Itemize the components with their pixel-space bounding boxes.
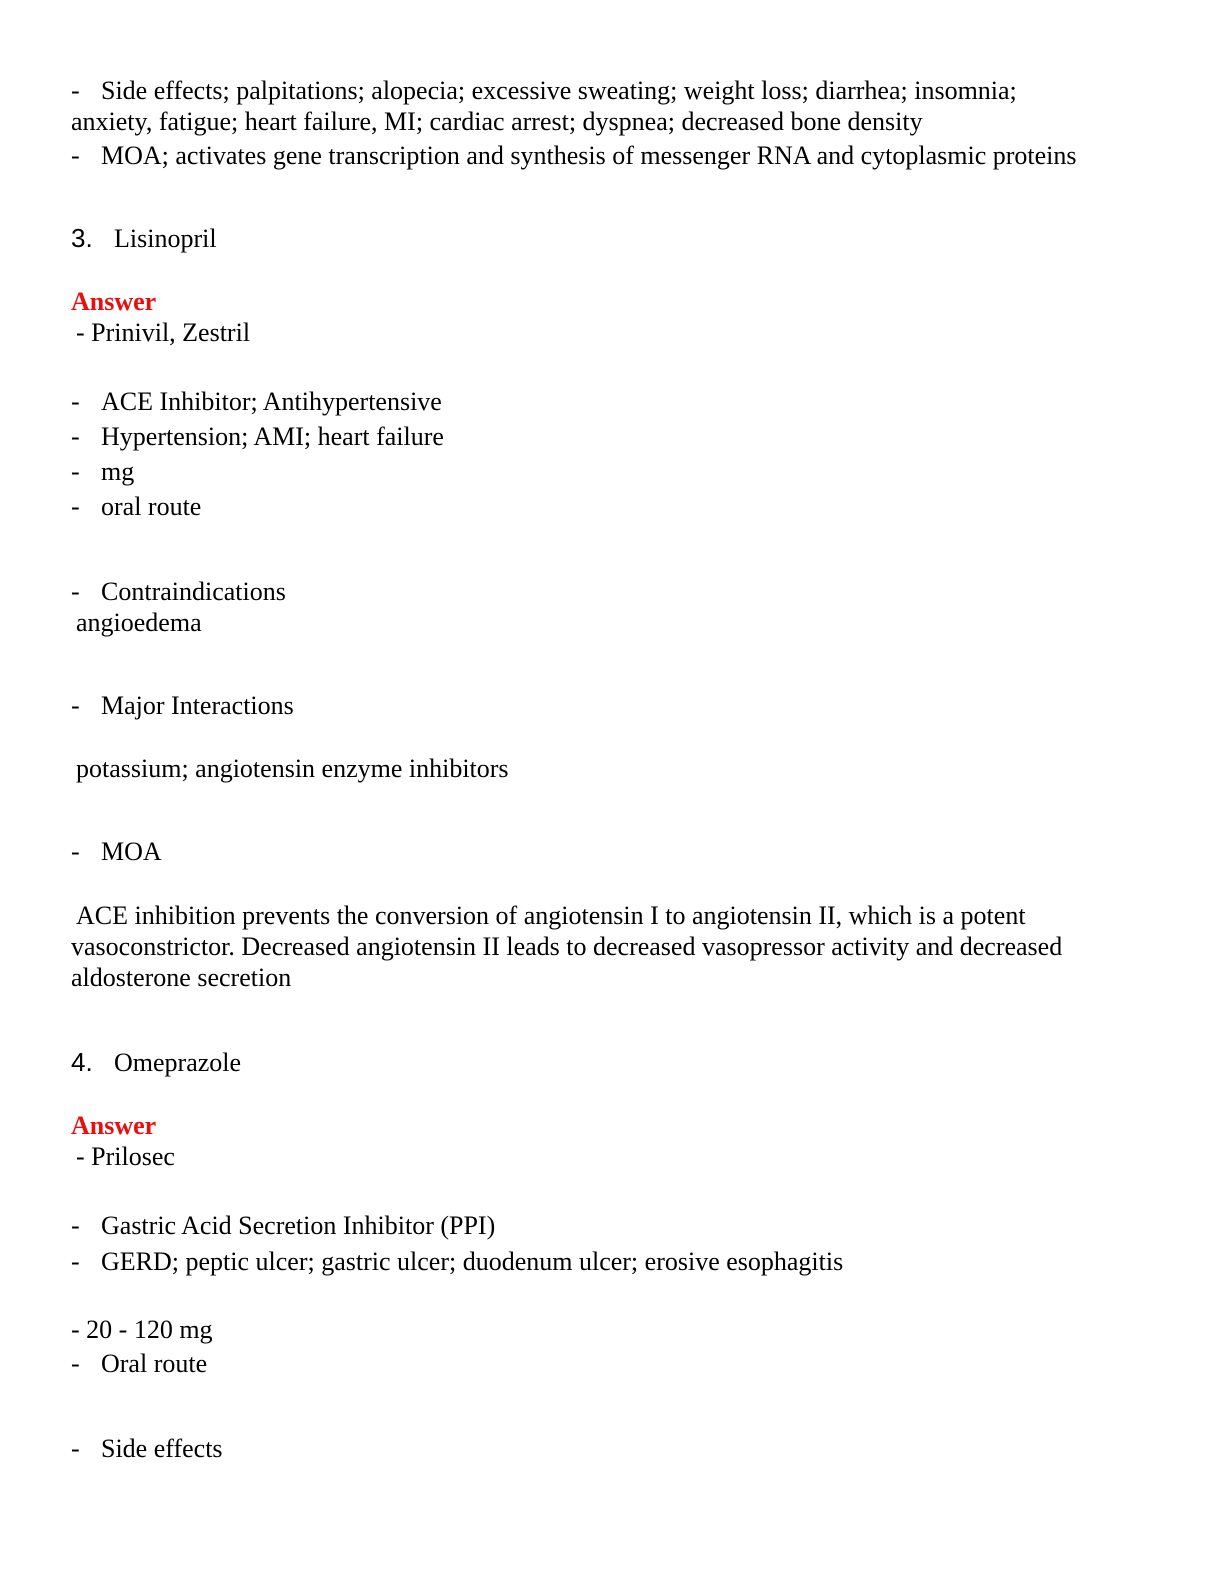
prev-side-effects-line2: anxiety, fatigue; heart failure, MI; cardiac arrest; dyspnea; decreased bone density [71,107,923,136]
bullet-dash: - [71,577,80,606]
item3-drug: Lisinopril [114,224,217,253]
item4-dose: - 20 - 120 mg [71,1315,213,1344]
item4-number: 4. [71,1047,93,1077]
bullet-dash: - [71,141,80,170]
item3-dose-text: mg [101,457,135,486]
prev-moa [71,141,1077,171]
item3-dose [71,457,134,487]
item4-class [71,1211,495,1241]
prev-side-effects-line1: Side effects; palpitations; alopecia; excessive sweating; weight loss; diarrhea; insomnia; [101,76,1017,105]
bullet-dash: - [71,76,80,105]
bullet-dash: - [71,837,80,866]
bullet-dash: - [71,1247,80,1276]
bullet-dash: - [71,691,80,720]
item4-brands: - Prilosec [76,1142,175,1171]
item3-brands: - Prinivil, Zestril [76,318,251,347]
item3-moa-line2: vasoconstrictor. Decreased angiotensin II leads to decreased vasopressor activity and decreased [71,932,1063,961]
bullet-dash: - [71,387,80,416]
item4-route [71,1349,207,1379]
item3-interactions-label: Major Interactions [101,691,294,720]
bullet-dash: - [71,422,80,451]
item3-interactions-heading [71,691,294,721]
item3-number: 3. [71,223,93,253]
item4-side-effects-label: Side effects [101,1434,223,1463]
item3-heading [71,223,217,254]
item3-route [71,492,201,522]
bullet-dash: - [71,1434,80,1463]
item4-class-text: Gastric Acid Secretion Inhibitor (PPI) [101,1211,496,1240]
item3-class [71,387,442,417]
item4-drug: Omeprazole [114,1048,242,1077]
prev-side-effects [71,76,1017,106]
item3-moa-heading [71,837,162,867]
item3-contraindications-heading [71,577,286,607]
item4-indications [71,1247,843,1277]
item3-indications [71,422,444,452]
item3-route-text: oral route [101,492,202,521]
bullet-dash: - [71,1349,80,1378]
item3-answer-label: Answer [71,287,157,316]
bullet-dash: - [71,492,80,521]
item3-contraindications-label: Contraindications [101,577,286,606]
item3-moa-line1: ACE inhibition prevents the conversion of angiotensin I to angiotensin II, which is a potent [76,901,1026,930]
item4-heading [71,1047,241,1078]
bullet-dash: - [71,1211,80,1240]
item4-indications-text: GERD; peptic ulcer; gastric ulcer; duodenum ulcer; erosive esophagitis [101,1247,844,1276]
item3-interactions: potassium; angiotensin enzyme inhibitors [76,754,509,783]
item4-route-text: Oral route [101,1349,208,1378]
item3-indications-text: Hypertension; AMI; heart failure [101,422,444,451]
item3-moa-label: MOA [101,837,162,866]
prev-moa-text: MOA; activates gene transcription and synthesis of messenger RNA and cytoplasmic proteins [101,141,1077,170]
item4-side-effects-heading [71,1434,223,1464]
item3-contraindications: angioedema [76,608,202,637]
item4-answer-label: Answer [71,1111,157,1140]
item3-class-text: ACE Inhibitor; Antihypertensive [101,387,442,416]
bullet-dash: - [71,457,80,486]
item3-moa-line3: aldosterone secretion [71,963,292,992]
